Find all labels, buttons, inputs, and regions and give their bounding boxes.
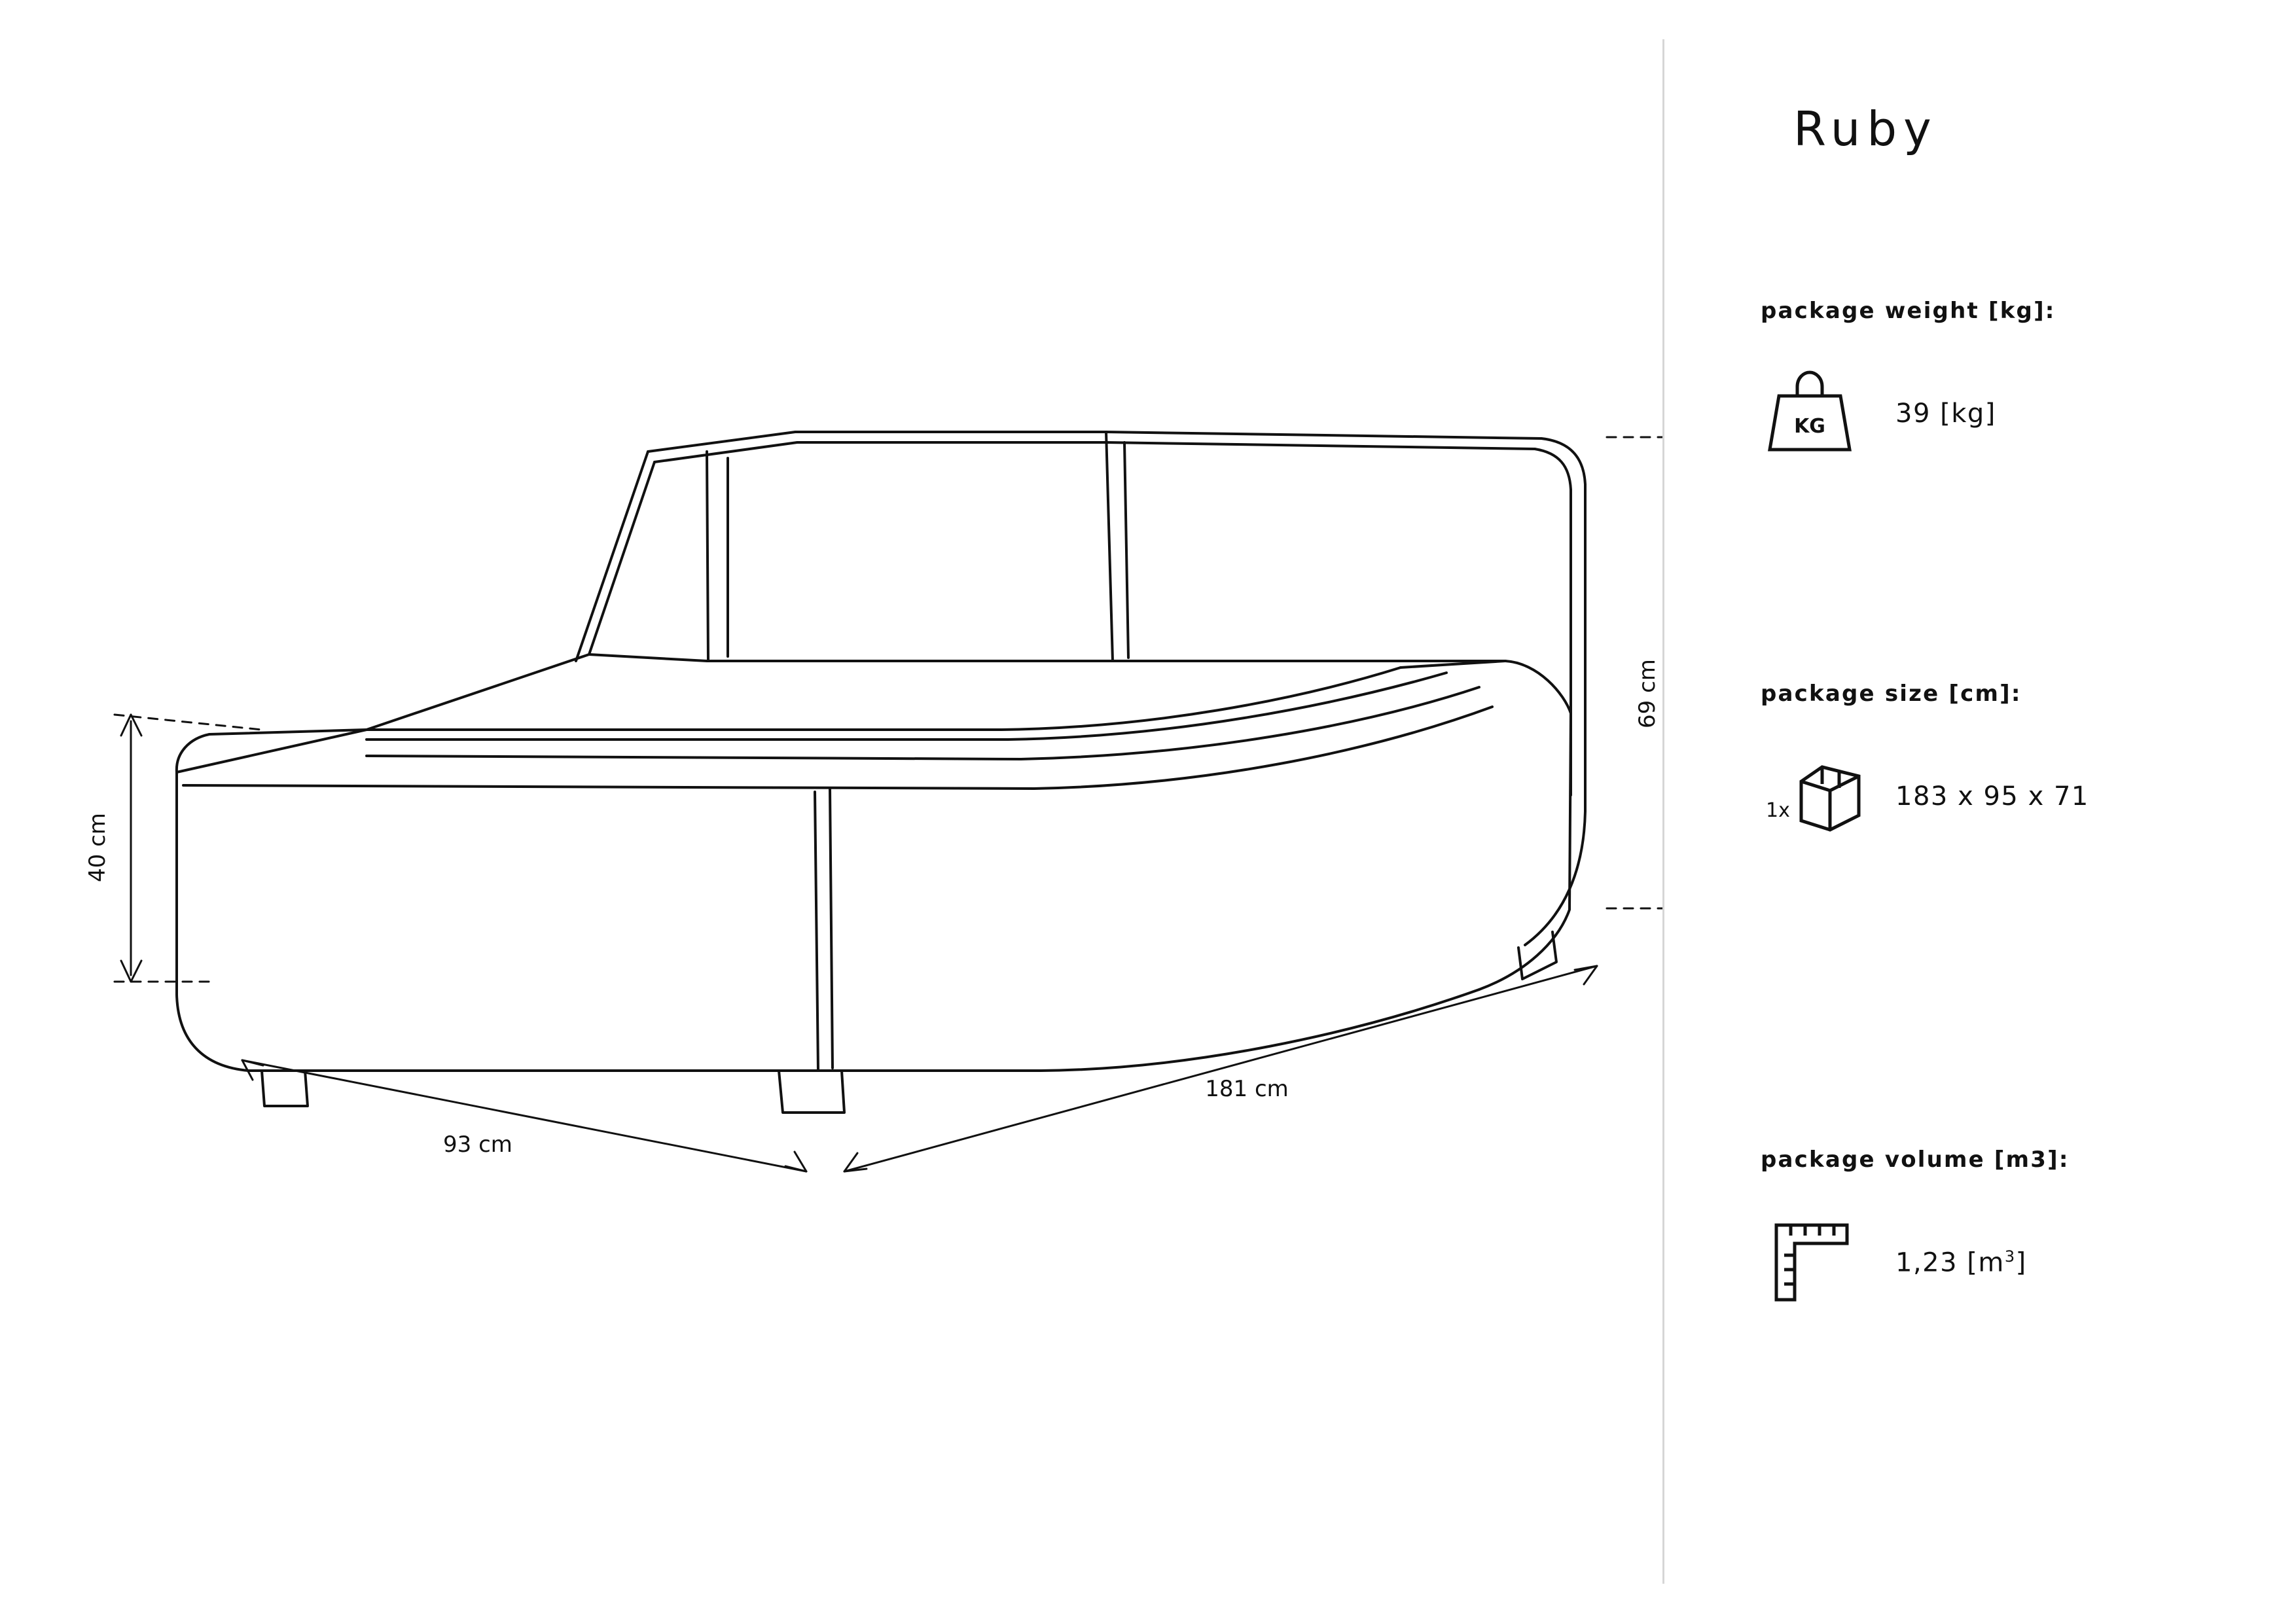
- spec-package-weight: [1761, 298, 2258, 463]
- spec-label-weight: package weight [kg]:: [1761, 298, 2056, 324]
- dimension-width-label: 93 cm: [443, 1132, 512, 1158]
- dimension-length: [844, 966, 1597, 1171]
- spec-row-weight: [1761, 365, 2258, 463]
- spec-label-size: package size [cm]:: [1761, 681, 2022, 707]
- spec-value-weight: 39 [kg]: [1895, 399, 1996, 429]
- spec-value-size: 183 x 95 x 71: [1895, 781, 2089, 812]
- dimension-depth-label: 40 cm: [84, 813, 111, 882]
- spec-value-volume-main: 1,23 [m: [1895, 1247, 2005, 1278]
- spec-label-volume: package volume [m3]:: [1761, 1147, 2070, 1173]
- dimension-height-label: 69 cm: [1634, 659, 1660, 728]
- page-title: Ruby: [1793, 101, 1938, 156]
- spec-value-volume-tail: ]: [2015, 1247, 2027, 1278]
- sofa-outline: [177, 432, 1585, 1071]
- dimension-depth: [115, 715, 262, 982]
- dimension-length-label: 181 cm: [1205, 1076, 1289, 1102]
- package-box-icon: [1761, 747, 1872, 846]
- package-weight-icon: [1761, 365, 1872, 463]
- svg-text:1x: 1x: [1766, 799, 1790, 822]
- spec-package-size: [1761, 681, 2258, 846]
- spec-row-volume: [1761, 1213, 2258, 1311]
- sofa-feet: [262, 932, 1556, 1113]
- spec-package-volume: [1761, 1147, 2258, 1311]
- svg-text:KG: KG: [1794, 415, 1825, 438]
- ruler-icon: [1761, 1213, 1872, 1311]
- spec-value-volume-exponent: 3: [2004, 1247, 2016, 1266]
- spec-row-size: [1761, 747, 2258, 846]
- spec-value-volume: [1895, 1247, 2027, 1277]
- dimension-width: [242, 1060, 806, 1171]
- package-info-panel: [1662, 0, 2296, 1623]
